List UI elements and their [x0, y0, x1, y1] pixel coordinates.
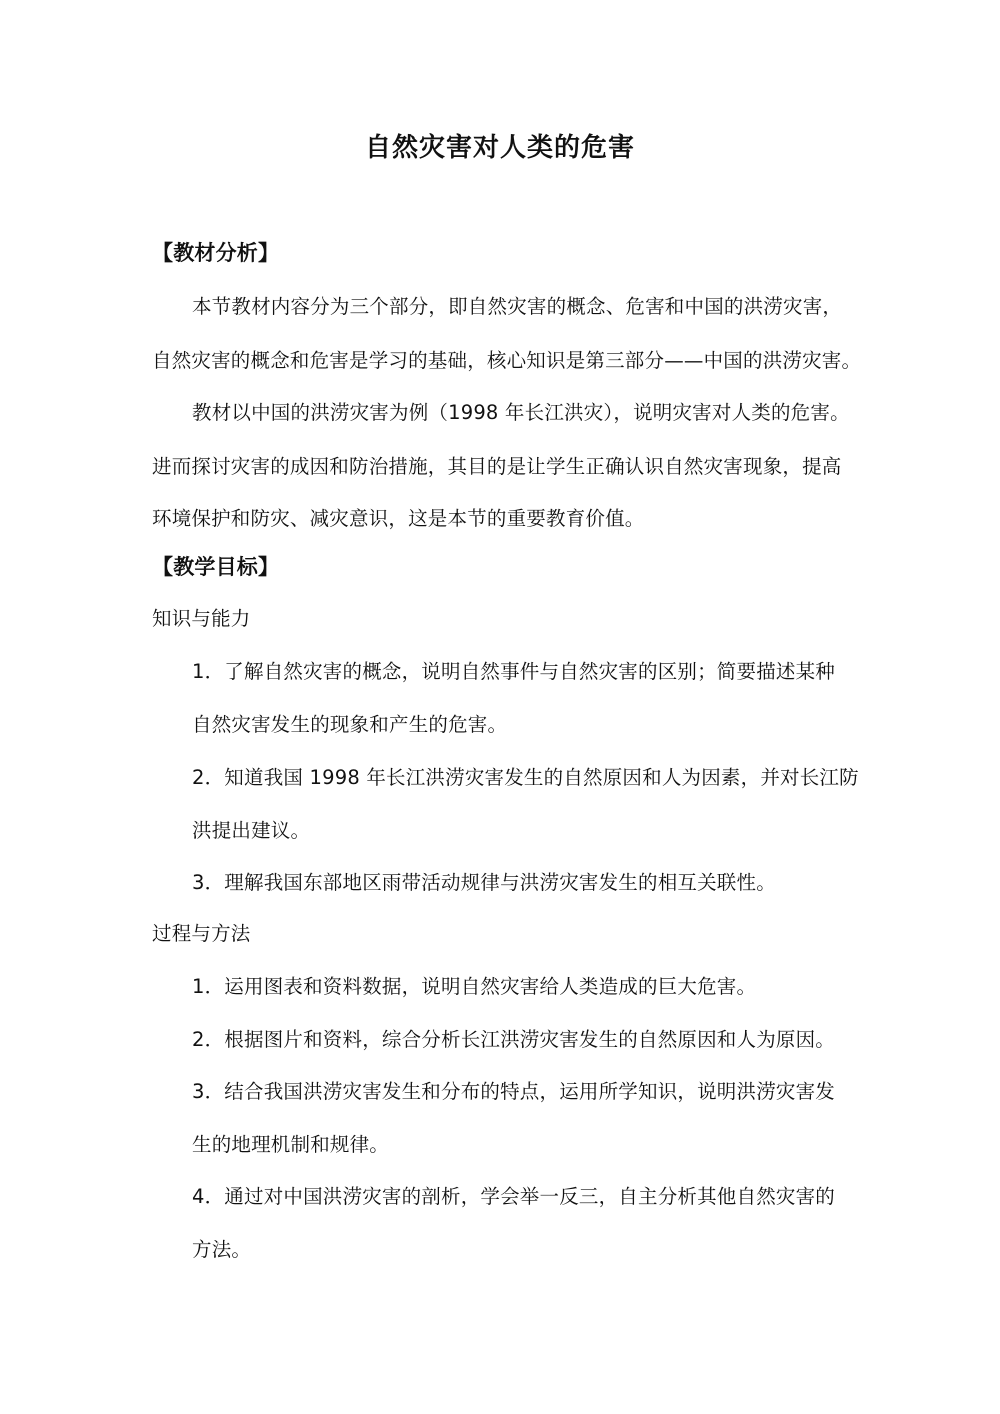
paragraph-line: 本节教材内容分为三个部分，即自然灾害的概念、危害和中国的洪涝灾害， [192, 295, 843, 318]
paragraph-line: 自然灾害的概念和危害是学习的基础，核心知识是第三部分——中国的洪涝灾害。 [152, 349, 862, 372]
objective-item-line: 4．通过对中国洪涝灾害的剖析，学会举一反三，自主分析其他自然灾害的 [192, 1185, 836, 1208]
objective-item-line: 洪提出建议。 [192, 819, 311, 842]
objective-item-line: 1．了解自然灾害的概念，说明自然事件与自然灾害的区别；简要描述某种 [192, 660, 836, 683]
objective-item-line: 3．结合我国洪涝灾害发生和分布的特点，运用所学知识，说明洪涝灾害发 [192, 1080, 836, 1103]
objective-item-line: 2．知道我国 1998 年长江洪涝灾害发生的自然原因和人为因素，并对长江防 [192, 766, 859, 789]
objective-item-line: 2．根据图片和资料，综合分析长江洪涝灾害发生的自然原因和人为原因。 [192, 1028, 836, 1051]
subsection-title-process-method: 过程与方法 [152, 922, 251, 945]
paragraph-line: 环境保护和防灾、减灾意识，这是本节的重要教育价值。 [152, 507, 645, 530]
subsection-title-knowledge-ability: 知识与能力 [152, 607, 251, 630]
objective-item-line: 3．理解我国东部地区雨带活动规律与洪涝灾害发生的相互关联性。 [192, 871, 776, 894]
section-heading-textbook-analysis: 【教材分析】 [152, 241, 280, 265]
objective-item-line: 生的地理机制和规律。 [192, 1133, 390, 1156]
paragraph-line: 教材以中国的洪涝灾害为例（1998 年长江洪灾），说明灾害对人类的危害。 [192, 401, 850, 424]
objective-item-line: 1．运用图表和资料数据，说明自然灾害给人类造成的巨大危害。 [192, 975, 757, 998]
document-title: 自然灾害对人类的危害 [364, 133, 635, 163]
objective-item-line: 方法。 [192, 1238, 252, 1261]
section-heading-teaching-objectives: 【教学目标】 [152, 555, 280, 579]
objective-item-line: 自然灾害发生的现象和产生的危害。 [192, 713, 508, 736]
paragraph-line: 进而探讨灾害的成因和防治措施，其目的是让学生正确认识自然灾害现象，提高 [152, 455, 842, 478]
